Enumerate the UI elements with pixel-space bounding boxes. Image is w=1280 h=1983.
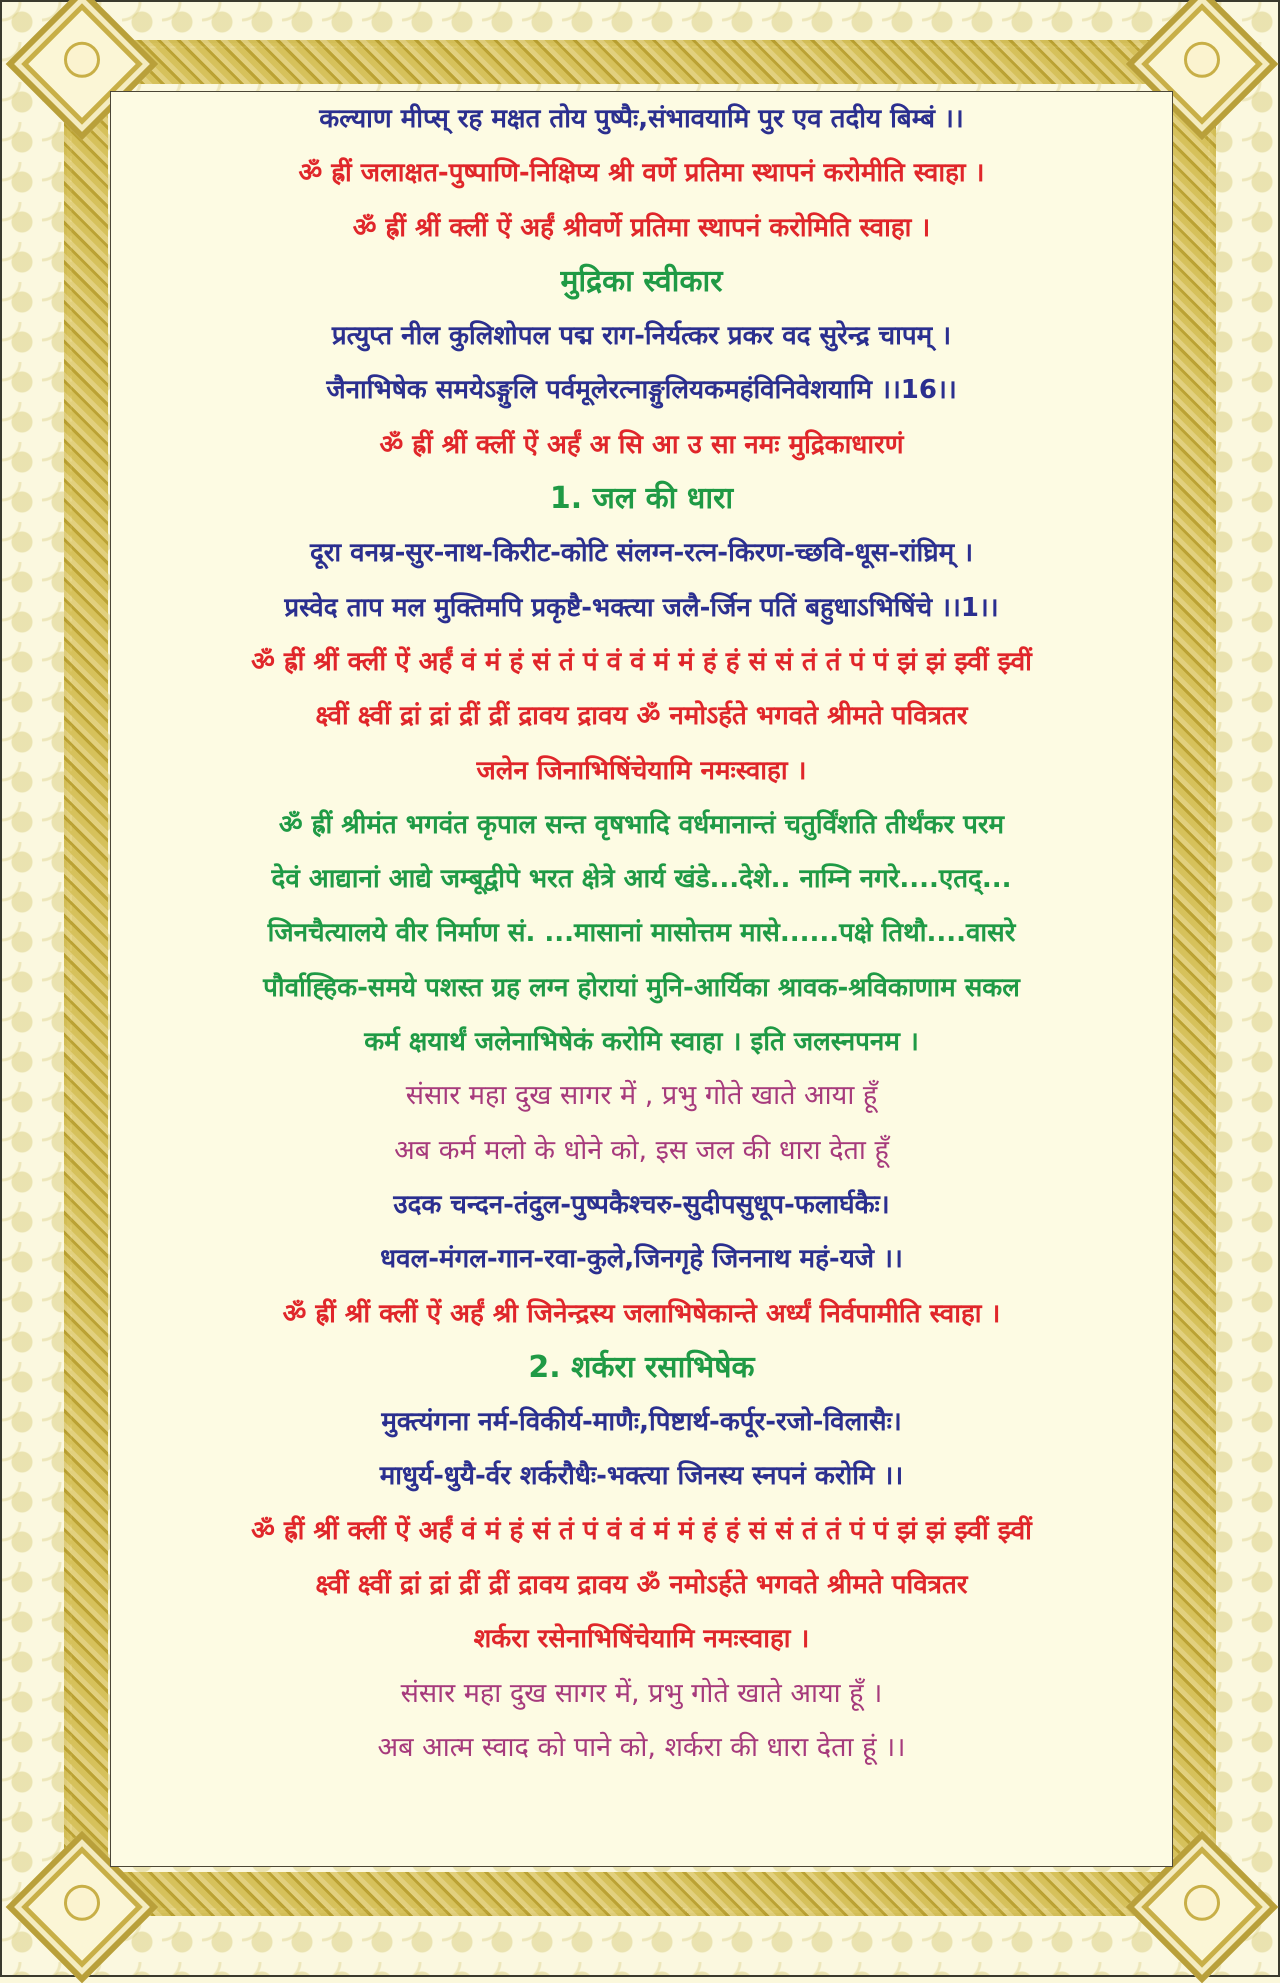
mantra-line: क्ष्वीं क्ष्वीं द्रां द्रां द्रीं द्रीं द्रावय द्रावय ॐ नमोऽर्हते भगवते श्रीमते पवित्रतर — [315, 701, 968, 732]
sankalp-line: कर्म क्षयार्थं जलेनाभिषेकं करोमि स्वाहा । इति जलस्नपनम । — [364, 1027, 919, 1058]
verse-line: कल्याण मीप्स् रह मक्षत तोय पुष्पैः,संभावयामि पुर एव तदीय बिम्बं ।। — [319, 104, 964, 134]
sankalp-line: देवं आद्यानां आद्ये जम्बूद्वीपे भरत क्षेत्रे आर्य खंडे...देशे.. नाम्नि नगरे....एतद्... — [271, 864, 1012, 895]
verse-line: मुक्त्यंगना नर्म-विकीर्य-माणैः,पिष्टार्थ-कर्पूर-रजो-विलासैः। — [381, 1407, 902, 1438]
verse-line: जैनाभिषेक समयेऽङ्गुलि पर्वमूलेरत्नाङ्गुलियकमहंविनिवेशयामि ।।16।। — [326, 375, 957, 406]
bhajan-line: अब कर्म मलो के धोने को, इस जल की धारा देता हूँ — [394, 1134, 889, 1166]
mantra-line: ॐ ह्रीं जलाक्षत-पुष्पाणि-निक्षिप्य श्री वर्णे प्रतिमा स्थापनं करोमीति स्वाहा । — [298, 158, 985, 189]
mantra-line: क्ष्वीं क्ष्वीं द्रां द्रां द्रीं द्रीं द्रावय द्रावय ॐ नमोऽर्हते भगवते श्रीमते पवित्रतर — [315, 1570, 968, 1601]
mantra-line: ॐ ह्रीं श्रीं क्लीं ऐं अर्हं श्रीवर्णे प्रतिमा स्थापनं करोमिति स्वाहा । — [352, 212, 931, 243]
bhajan-line: संसार महा दुख सागर में , प्रभु गोते खाते आया हूँ — [405, 1080, 878, 1112]
bhajan-line: अब आत्म स्वाद को पाने को, शर्करा की धारा देता हूं ।। — [377, 1731, 906, 1763]
verse-line: दूरा वनम्र-सुर-नाथ-किरीट-कोटि संलग्न-रत्न-किरण-च्छवि-धूस-रांघ्रिम् । — [309, 538, 974, 569]
sankalp-line: ॐ ह्रीं श्रीमंत भगवंत कृपाल सन्त वृषभादि वर्धमानान्तं चतुर्विंशति तीर्थंकर परम — [278, 809, 1005, 840]
mantra-line: शर्करा रसेनाभिषिंचेयामि नमःस्वाहा । — [473, 1624, 810, 1655]
mantra-line: ॐ ह्रीं श्रीं क्लीं ऐं अर्हं श्री जिनेन्द्रस्य जलाभिषेकान्ते अर्ध्यं निर्वपामीति स्वाहा । — [282, 1298, 1001, 1329]
section-heading-jal-dhara: 1. जल की धारा — [549, 481, 734, 517]
mantra-line: ॐ ह्रीं श्रीं क्लीं ऐं अर्हं अ सि आ उ सा नमः मुद्रिकाधारणं — [379, 429, 904, 460]
sankalp-line: पौर्वाह्हिक-समये पशस्त ग्रह लग्न होरायां मुनि-आर्यिका श्रावक-श्रविकाणाम सकल — [263, 972, 1020, 1003]
sankalp-line: जिनचैत्यालये वीर निर्माण सं. ...मासानां मासोत्तम मासे......पक्षे तिथौ....वासरे — [267, 918, 1016, 949]
mantra-line: ॐ ह्रीं श्रीं क्लीं ऐं अर्हं वं मं हं सं तं पं वं वं मं मं हं हं सं सं तं तं पं पं झं झं झ्वीं झ्वीं — [251, 1515, 1032, 1546]
section-heading-sharkara: 2. शर्करा रसाभिषेक — [528, 1349, 755, 1385]
verse-line: प्रत्युप्त नील कुलिशोपल पद्म राग-निर्यत्कर प्रकर वद सुरेन्द्र चापम् । — [331, 321, 952, 352]
mantra-line: ॐ ह्रीं श्रीं क्लीं ऐं अर्हं वं मं हं सं तं पं वं वं मं मं हं हं सं सं तं तं पं पं झं झं झ्वीं झ्वीं — [251, 646, 1032, 677]
verse-line: उदक चन्दन-तंदुल-पुष्पकैश्चरु-सुदीपसुधूप-फलार्घकैः। — [393, 1189, 890, 1220]
mantra-line: जलेन जिनाभिषिंचेयामि नमःस्वाहा । — [476, 755, 807, 786]
document-content — [111, 92, 1172, 1775]
bhajan-line: संसार महा दुख सागर में, प्रभु गोते खाते आया हूँ । — [400, 1677, 883, 1709]
verse-line: धवल-मंगल-गान-रवा-कुले,जिनगृहे जिननाथ महं-यजे ।। — [380, 1244, 903, 1275]
verse-line: प्रस्वेद ताप मल मुक्तिमपि प्रकृष्टै-भक्त्या जलै-र्जिन पतिं बहुधाऽभिषिंचे ।।1।। — [284, 592, 999, 623]
section-heading-mudrika: मुद्रिका स्वीकार — [560, 263, 723, 299]
verse-line: माधुर्य-धुयै-र्वर शर्करौधैः-भक्त्या जिनस्य स्नपनं करोमि ।। — [379, 1461, 904, 1492]
